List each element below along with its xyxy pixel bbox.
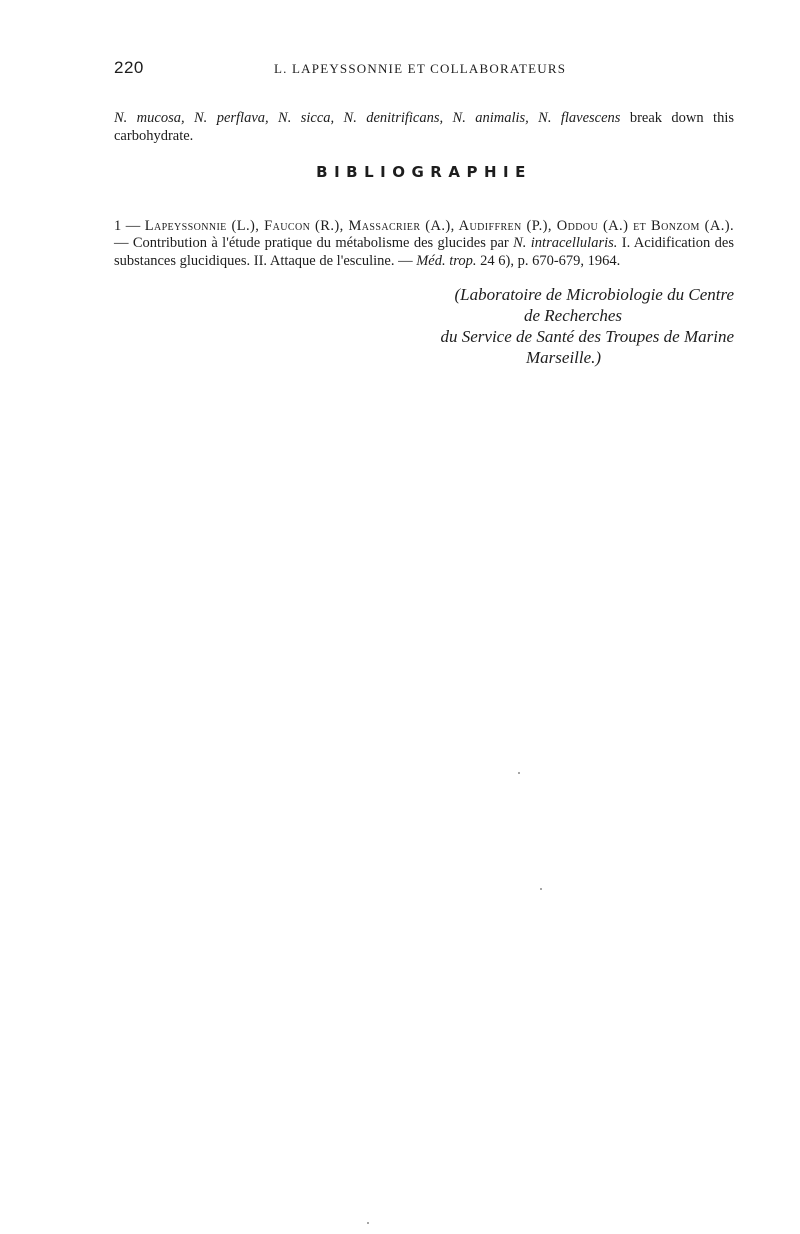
scan-speck	[540, 888, 542, 890]
affiliation-block	[380, 284, 734, 368]
running-head: L. LAPEYSSONNIE ET COLLABORATEURS	[274, 61, 567, 76]
intro-text: break down this carbohydrate.	[114, 109, 734, 144]
page-header	[114, 58, 734, 80]
reference-title-part1: — Contribution à l'étude pratique du métabolisme des glucides par	[114, 235, 514, 251]
reference-authors: Lapeyssonnie (L.), Faucon (R.), Massacrier (A.), Audiffren (P.), Oddou (A.) et Bonzom (A.).	[144, 217, 735, 234]
intro-paragraph	[114, 109, 734, 145]
species-list: N. mucosa, N. perflava, N. sicca, N. denitrificans, N. animalis, N. flavescens	[114, 109, 621, 126]
affiliation-line-1: (Laboratoire de Microbiologie du Centre	[454, 285, 734, 304]
scan-speck	[367, 1222, 369, 1224]
page-number: 220	[114, 58, 144, 77]
reference-citation: 24 6), p. 670-679, 1964.	[476, 252, 621, 269]
affiliation-line-2: de Recherches	[524, 306, 623, 325]
bibliography-title: BIBLIOGRAPHIE	[316, 163, 532, 181]
reference-journal: Méd. trop.	[416, 252, 477, 269]
affiliation-line-4: Marseille.)	[526, 348, 602, 367]
reference-number: 1 —	[114, 217, 141, 234]
reference-organism: N. intracellularis.	[513, 235, 618, 251]
reference-entry	[114, 218, 734, 271]
reference-title-part2: I. Acidification des substances glucidiques. II. Attaque de l'esculine. —	[114, 235, 734, 269]
scan-speck	[518, 772, 520, 774]
affiliation-line-3: du Service de Santé des Troupes de Marine	[440, 327, 734, 346]
